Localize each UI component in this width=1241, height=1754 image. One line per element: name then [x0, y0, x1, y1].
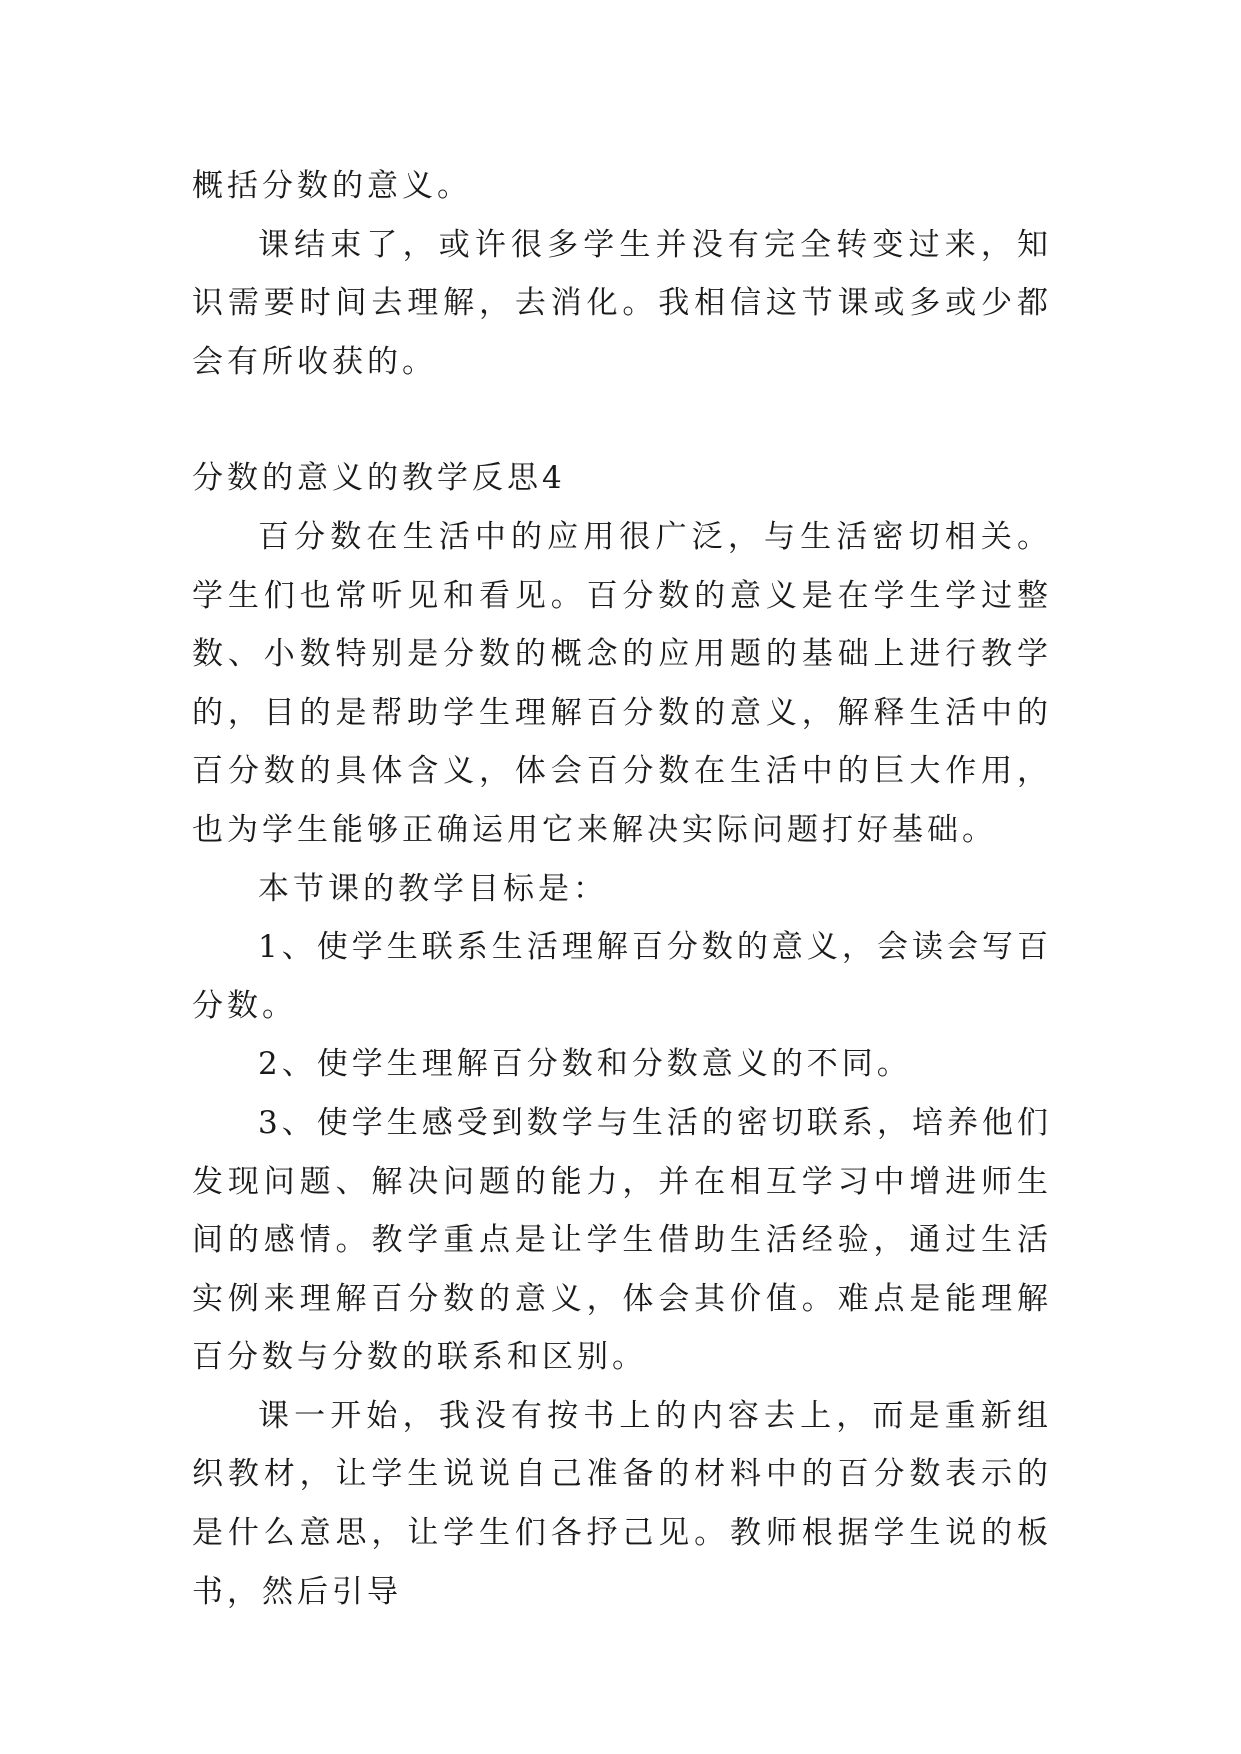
document-body: [192, 157, 1052, 1621]
section-heading: 分数的意义的教学反思4: [192, 460, 566, 497]
paragraph: 课结束了，或许很多学生并没有完全转变过来，知识需要时间去理解，去消化。我相信这节课或多或少都会有所收获的。: [192, 226, 1052, 380]
paragraph: 本节课的教学目标是：: [258, 870, 608, 907]
continuation-text: 概括分数的意义。: [192, 168, 472, 204]
list-item: 1、使学生联系生活理解百分数的意义，会读会写百分数。: [192, 929, 1052, 1024]
list-item: 3、使学生感受到数学与生活的密切联系，培养他们发现问题、解决问题的能力，并在相互学习中增进师生间的感情。教学重点是让学生借助生活经验，通过生活实例来理解百分数的意义，体会其价值。难点是能理解百分数与分数的联系和区别。: [192, 1104, 1052, 1376]
paragraph: 课一开始，我没有按书上的内容去上，而是重新组织教材，让学生说说自己准备的材料中的百分数表示的是什么意思，让学生们各抒己见。教师根据学生说的板书，然后引导: [192, 1397, 1052, 1610]
list-item: 2、使学生理解百分数和分数意义的不同。: [258, 1046, 912, 1083]
paragraph: 百分数在生活中的应用很广泛，与生活密切相关。学生们也常听见和看见。百分数的意义是在学生学过整数、小数特别是分数的概念的应用题的基础上进行教学的，目的是帮助学生理解百分数的意义，解释生活中的百分数的具体含义，体会百分数在生活中的巨大作用，也为学生能够正确运用它来解决实际问题打好基础。: [192, 518, 1052, 848]
